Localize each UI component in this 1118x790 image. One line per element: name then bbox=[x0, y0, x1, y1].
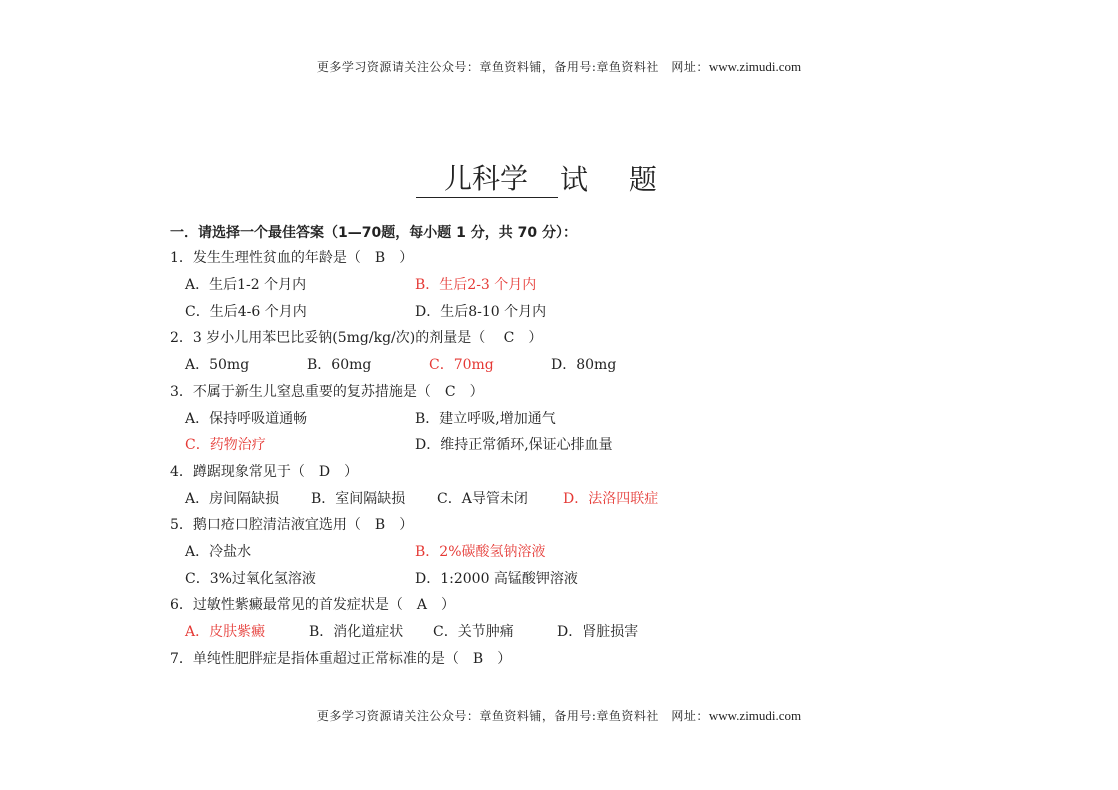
option-correct: C．70mg bbox=[429, 357, 494, 373]
option: D．生后8-10 个月内 bbox=[415, 303, 547, 320]
option-correct: A．皮肤紫癜 bbox=[185, 624, 266, 640]
question-text: 6．过敏性紫癜最常见的首发症状是（ A ） bbox=[170, 597, 456, 613]
question-text: 3．不属于新生儿窒息重要的复苏措施是（ C ） bbox=[170, 383, 484, 400]
header-url[interactable]: www.zimudi.com bbox=[708, 59, 802, 74]
option-correct: C．药物治疗 bbox=[185, 437, 266, 453]
options-row bbox=[170, 302, 930, 329]
options-row bbox=[170, 409, 930, 436]
question-text: 4．蹲踞现象常见于（ D ） bbox=[170, 463, 359, 480]
option: A．保持呼吸道通畅 bbox=[185, 410, 308, 427]
options-row bbox=[170, 275, 930, 302]
page-header bbox=[0, 58, 1118, 75]
option: C．生后4-6 个月内 bbox=[185, 303, 307, 320]
question-list bbox=[170, 248, 930, 676]
question-text: 2．3 岁小儿用苯巴比妥钠(5mg/kg/次)的剂量是（ C ） bbox=[170, 330, 543, 346]
question-text: 1．发生生理性贫血的年龄是（ B ） bbox=[170, 250, 414, 266]
section-heading: 一．请选择一个最佳答案（1—70题，每小题 1 分，共 70 分）： bbox=[170, 225, 577, 241]
option-correct: B．2%碳酸氢钠溶液 bbox=[415, 544, 546, 560]
page-footer bbox=[0, 707, 1118, 724]
option: C．关节肿痛 bbox=[433, 624, 514, 640]
options-row bbox=[170, 622, 930, 649]
title-suffix: 试 题 bbox=[560, 163, 673, 196]
option: A．冷盐水 bbox=[185, 544, 252, 560]
option-correct: B．生后2-3 个月内 bbox=[415, 277, 537, 293]
option: B．消化道症状 bbox=[309, 624, 404, 640]
option: C．A导管未闭 bbox=[437, 490, 528, 507]
option: A．房间隔缺损 bbox=[185, 490, 280, 507]
option: D．80mg bbox=[551, 357, 617, 373]
option: B．建立呼吸,增加通气 bbox=[415, 410, 556, 427]
options-row bbox=[170, 435, 930, 462]
options-row bbox=[170, 542, 930, 569]
question-text: 7．单纯性肥胖症是指体重超过正常标准的是（ B ） bbox=[170, 650, 512, 667]
option: A．50mg bbox=[185, 357, 250, 373]
page-title bbox=[416, 158, 673, 198]
options-row bbox=[170, 569, 930, 596]
question-text: 5．鹅口疮口腔清洁液宜选用（ B ） bbox=[170, 517, 414, 533]
option: C．3%过氧化氢溶液 bbox=[185, 570, 316, 587]
option: D．维持正常循环,保证心排血量 bbox=[415, 437, 613, 453]
option: D．肾脏损害 bbox=[557, 624, 639, 640]
option-correct: D．法洛四联症 bbox=[563, 490, 659, 507]
header-text: 更多学习资源请关注公众号：章鱼资料铺，备用号:章鱼资料社 网址： bbox=[316, 60, 709, 74]
option: B．室间隔缺损 bbox=[311, 490, 406, 507]
option: D．1:2000 高锰酸钾溶液 bbox=[415, 570, 578, 587]
options-row bbox=[170, 489, 930, 516]
footer-text: 更多学习资源请关注公众号：章鱼资料铺，备用号:章鱼资料社 网址： bbox=[316, 709, 709, 723]
title-subject: 儿科学 bbox=[416, 161, 558, 198]
option: B．60mg bbox=[307, 357, 372, 373]
options-row bbox=[170, 355, 930, 382]
option: A．生后1-2 个月内 bbox=[185, 277, 307, 293]
footer-url[interactable]: www.zimudi.com bbox=[708, 708, 802, 723]
